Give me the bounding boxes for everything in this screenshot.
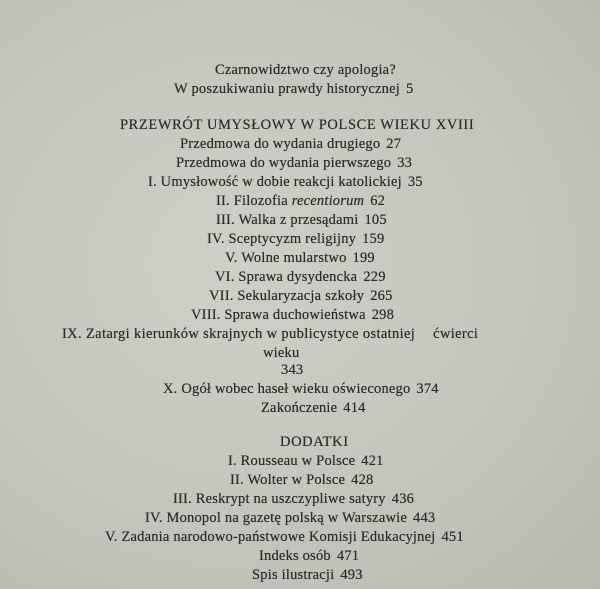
toc-entry (145, 510, 435, 527)
entry-page: 33 (397, 155, 413, 171)
entry-page: 35 (407, 174, 423, 190)
entry-text: III. Reskrypt na uszczypliwe satyry (173, 491, 386, 507)
toc-entry (215, 62, 396, 79)
entry-text: Indeks osób (259, 548, 331, 564)
toc-entry (148, 174, 423, 191)
entry-text: Zakończenie (261, 400, 338, 416)
entry-page: 159 (362, 231, 385, 247)
entry-text: IX. Zatargi kierunków skrajnych w publicystyce ostatniej (62, 326, 416, 342)
entry-page: 199 (352, 250, 375, 266)
entry-page: 105 (364, 212, 387, 228)
toc-entry (105, 529, 464, 546)
entry-text: VIII. Sprawa duchowieństwa (191, 307, 366, 323)
entry-text: X. Ogół wobec haseł wieku oświeconego (163, 381, 411, 397)
section-title: DODATKI (280, 434, 349, 450)
toc-entry (215, 269, 386, 286)
entry-text: IV. Monopol na gazetę polską w Warszawie (145, 510, 407, 526)
entry-text: Przedmowa do wydania drugiego (180, 136, 381, 152)
entry-text: VI. Sprawa dysydencka (215, 269, 358, 285)
toc-entry (216, 212, 387, 229)
section-title: PRZEWRÓT UMYSŁOWY W POLSCE WIEKU XVIII (120, 117, 475, 133)
toc-entry (261, 400, 366, 417)
entry-page: 428 (351, 472, 374, 488)
toc-entry (62, 326, 478, 343)
entry-page: 343 (281, 362, 304, 378)
toc-entry (173, 491, 414, 508)
toc-entry (216, 193, 385, 210)
entry-text: III. Walka z przesądami (216, 212, 359, 228)
entry-text: I. Umysłowość w dobie reakcji katolickiej (148, 174, 402, 190)
entry-text: wieku (263, 345, 300, 361)
toc-entry (228, 453, 384, 470)
entry-page: 421 (361, 453, 384, 469)
toc-entry (209, 288, 393, 305)
entry-page: 436 (391, 491, 415, 507)
toc-entry (191, 307, 394, 324)
entry-text: V. Wolne mularstwo (225, 250, 347, 266)
entry-page: 443 (413, 510, 436, 526)
toc-entry (174, 81, 413, 98)
entry-text: W poszukiwaniu prawdy historycznej (174, 81, 400, 97)
entry-page: 414 (343, 400, 366, 416)
toc-entry (259, 548, 359, 565)
toc-entry (180, 136, 401, 153)
entry-text-end: ćwierci (433, 326, 479, 342)
entry-page: 5 (406, 81, 414, 97)
toc-entry (163, 381, 439, 398)
entry-page: 27 (386, 136, 402, 152)
entry-page: 493 (340, 567, 363, 583)
entry-page: 451 (441, 529, 464, 545)
toc-entry-page-line (281, 362, 303, 379)
entry-page: 265 (370, 288, 393, 304)
entry-page: 374 (416, 381, 439, 397)
entry-text: II. Wolter w Polsce (230, 472, 346, 488)
toc-entry (176, 155, 412, 172)
entry-page: 62 (370, 193, 386, 209)
entry-page: 298 (371, 307, 395, 323)
toc-entry (230, 472, 373, 489)
entry-text-italic: recentiorum (291, 193, 365, 209)
entry-text: II. Filozofia (216, 193, 292, 209)
toc-entry (252, 567, 363, 584)
entry-text: Przedmowa do wydania pierwszego (176, 155, 392, 171)
entry-page: 471 (336, 548, 360, 564)
entry-text: Spis ilustracji (252, 567, 335, 583)
entry-text: V. Zadania narodowo-państwowe Komisji Edukacyjnej (105, 529, 436, 545)
entry-text: IV. Sceptycyzm religijny (207, 231, 357, 247)
entry-text: Czarnowidztwo czy apologia? (215, 62, 396, 78)
toc-entry (207, 231, 384, 248)
toc-entry-continuation (263, 345, 299, 362)
entry-page: 229 (363, 269, 386, 285)
toc-entry (225, 250, 375, 267)
entry-text: I. Rousseau w Polsce (228, 453, 356, 469)
entry-text: VII. Sekularyzacja szkoły (209, 288, 365, 304)
